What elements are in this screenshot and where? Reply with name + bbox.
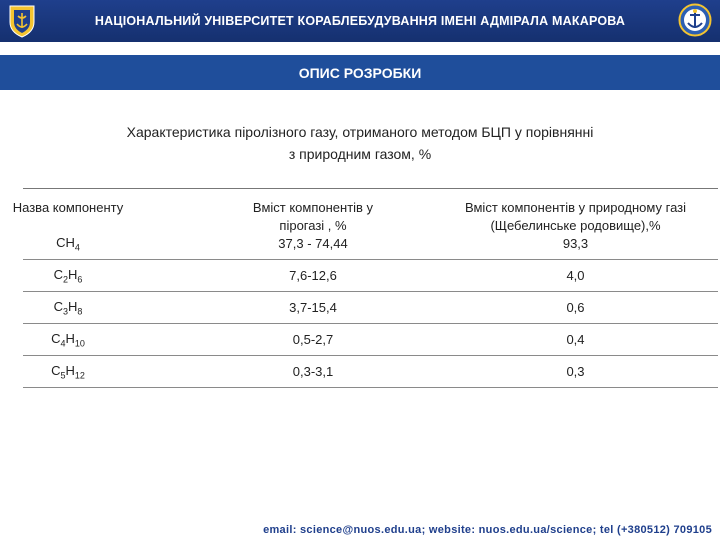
natural-gas-value: 0,3 [433, 356, 718, 388]
table-row [23, 260, 718, 292]
table-caption-line2: з природним газом, % [288, 146, 432, 162]
table-cell-pyro [193, 189, 433, 260]
table-caption [40, 121, 680, 165]
natural-gas-value: 0,4 [433, 324, 718, 356]
component-name: $C_4H_{10}$ [23, 324, 193, 356]
component-name: $C_3H_8$ [23, 292, 193, 324]
pyrogas-value: 37,3 - 74,44 [278, 236, 348, 251]
contact-footer: email: science@nuos.edu.ua; website: nuos.edu.ua/science; tel (+380512) 709105 [263, 524, 712, 536]
pyrogas-value: 7,6-12,6 [193, 260, 433, 292]
pyrogas-value: 3,7-15,4 [193, 292, 433, 324]
table-row [23, 292, 718, 324]
table-row [23, 324, 718, 356]
component-name: $C_5H_{12}$ [23, 356, 193, 388]
table-row [23, 356, 718, 388]
university-crest-icon [8, 4, 36, 38]
anchor-emblem-icon [678, 3, 712, 37]
natural-gas-value: 93,3 [562, 236, 589, 251]
column-header-pyrogas: Вміст компонентів у пірогазі , % [252, 200, 374, 233]
component-name: $C_2H_6$ [23, 260, 193, 292]
section-banner [0, 55, 720, 90]
natural-gas-value: 0,6 [433, 292, 718, 324]
header-title: НАЦІОНАЛЬНИЙ УНІВЕРСИТЕТ КОРАБЛЕБУДУВАННЯ ІМЕНІ АДМІРАЛА МАКАРОВА [94, 14, 626, 28]
column-header-natural-gas: Вміст компонентів у природному газі (Щебелинське родовище),% [464, 200, 687, 233]
column-header-component: Назва компоненту [12, 200, 124, 215]
table-cell-natural [433, 189, 718, 260]
section-title: ОПИС РОЗРОБКИ [298, 64, 422, 81]
component-name: $CH_4$ [56, 235, 80, 253]
header-bar [0, 0, 720, 42]
pyrogas-value: 0,5-2,7 [193, 324, 433, 356]
pyrogas-value: 0,3-3,1 [193, 356, 433, 388]
table-cell-name [12, 189, 193, 260]
table-row [23, 189, 718, 260]
table-caption-line1: Характеристика піролізного газу, отриманого методом БЦП у порівнянні [126, 124, 594, 140]
natural-gas-value: 4,0 [433, 260, 718, 292]
gas-composition-table [12, 188, 718, 388]
